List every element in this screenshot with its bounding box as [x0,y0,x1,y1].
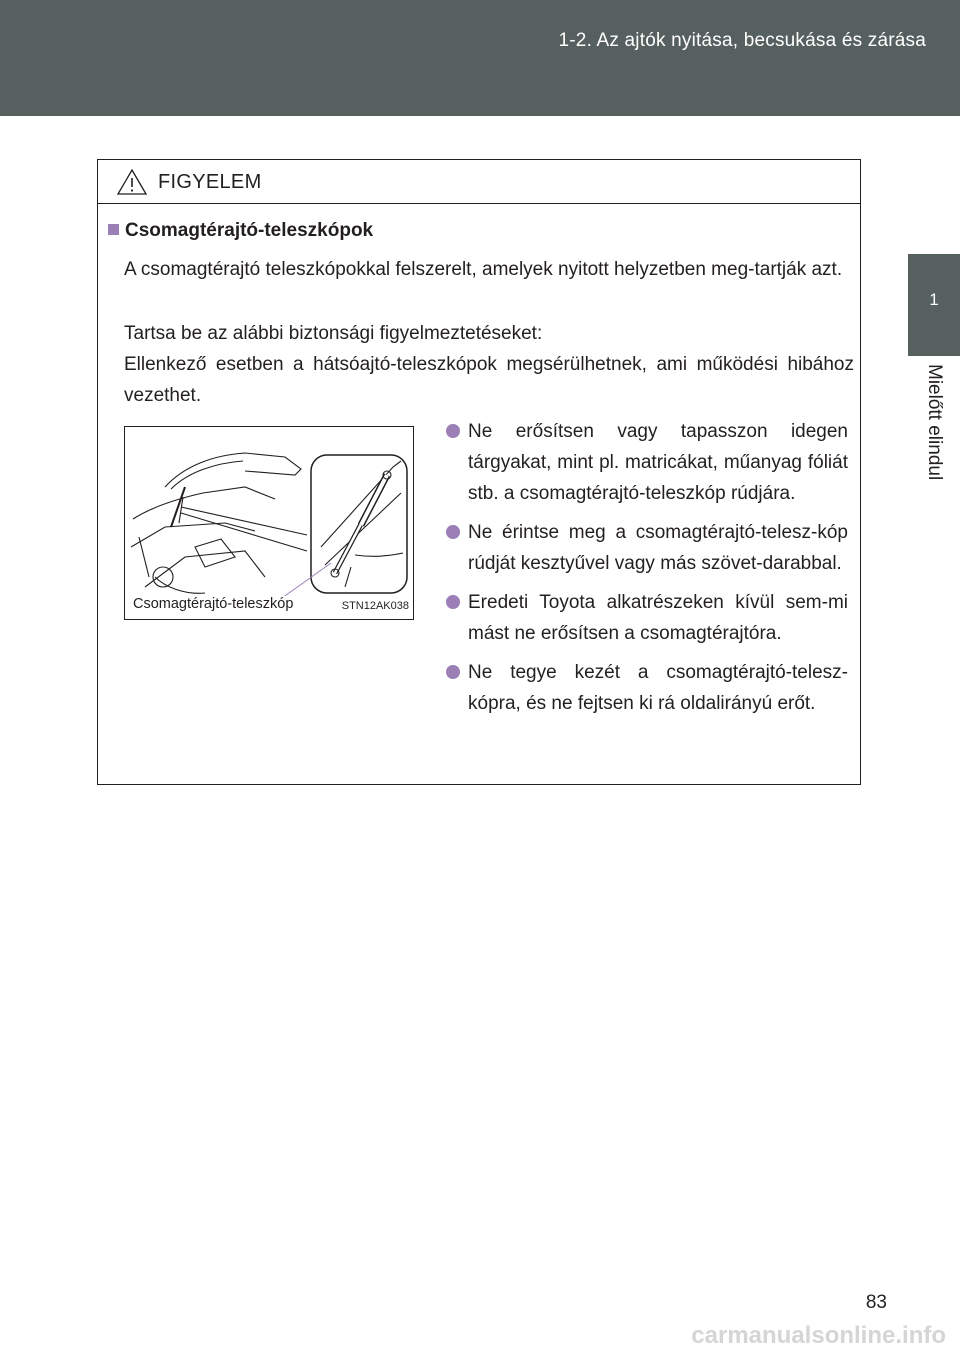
list-item [444,517,848,579]
page-number: 83 [865,1292,887,1313]
chapter-side-label [908,356,960,526]
list-item-text: Ne erősítsen vagy tapasszon idegen tárgyakat, mint pl. matricákat, műanyag fóliát stb. a csomagtérajtó-teleszkóp rúdjára. [468,421,848,504]
watermark: carmanualsonline.info [691,1322,946,1349]
gas-strut-illustration [124,426,414,620]
warning-header [98,160,860,204]
list-item-text: Ne érintse meg a csomagtérajtó-telesz-kóp rúdját kesztyűvel vagy más szövet-darabbal. [468,522,848,574]
instruction-line: Tartsa be az alábbi biztonsági figyelmeztetéseket: [124,323,543,344]
chapter-tab [908,254,960,356]
list-item-text: Ne tegye kezét a csomagtérajtó-telesz-kópra, és ne fejtsen ki rá oldalirányú erőt. [468,662,848,714]
bullet-dot-icon [446,595,460,609]
warning-title: FIGYELEM [158,171,262,193]
chapter-title: 1-2. Az ajtók nyitása, becsukása és zárása [558,30,926,51]
list-item [444,587,848,649]
bullet-dot-icon [446,665,460,679]
warning-box [97,159,861,785]
section-heading-text: Csomagtérajtó-teleszkópok [125,220,374,241]
intro-paragraph: A csomagtérajtó teleszkópokkal felszerelt, amelyek nyitott helyzetben meg-tartják azt. [124,259,843,280]
list-item [444,657,848,719]
list-item-text: Eredeti Toyota alkatrészeken kívül sem-mi mást ne erősítsen a csomagtérajtóra. [468,592,848,644]
consequence-paragraph: Ellenkező esetben a hátsóajtó-teleszkópok megsérülhetnek, ami működési hibához vezethet. [124,354,854,406]
tailgate-strut-drawing [125,427,413,619]
bullet-dot-icon [446,525,460,539]
list-item [444,416,848,509]
figure-code: STN12AK038 [341,600,409,612]
page-header [0,0,960,116]
section-heading [108,220,373,242]
chapter-side-label-text: Mielőtt elindul [924,364,945,481]
warning-bullet-list [444,416,848,727]
warning-triangle-icon [116,168,148,196]
figure-caption: Csomagtérajtó-teleszkóp [133,596,294,612]
section-square-icon [108,224,119,235]
bullet-dot-icon [446,424,460,438]
chapter-number: 1 [929,290,939,309]
